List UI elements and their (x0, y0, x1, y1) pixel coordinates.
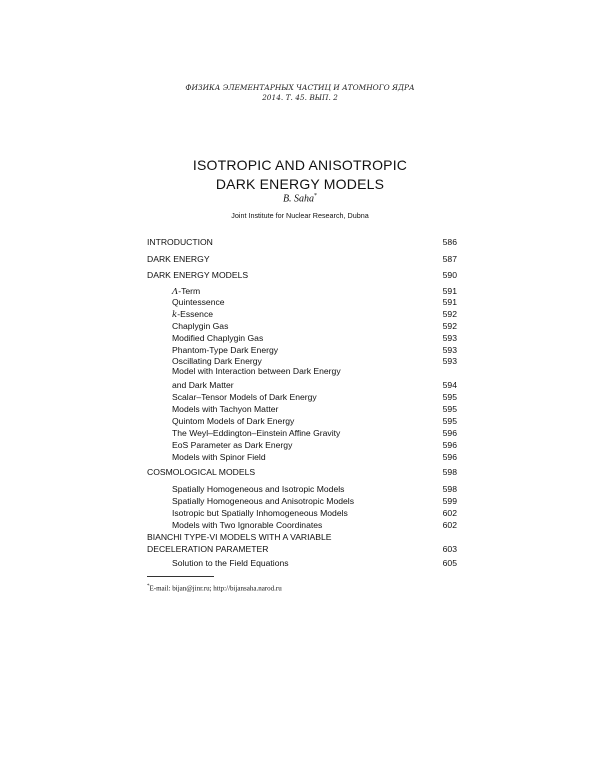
toc-subentry[interactable] (147, 366, 457, 378)
toc-entry-page: 598 (442, 484, 457, 494)
toc-entry-label: -Essence (177, 309, 214, 319)
article-title (0, 156, 600, 194)
toc-entry-label: and Dark Matter (172, 380, 234, 390)
toc-subentry[interactable] (147, 404, 457, 416)
toc-subentry[interactable] (147, 484, 457, 496)
toc-entry-page: 591 (442, 286, 457, 296)
toc-entry-label: Models with Two Ignorable Coordinates (172, 520, 323, 530)
author-footnote-mark: * (314, 193, 318, 199)
toc-entry[interactable] (147, 270, 457, 282)
toc-subentry[interactable] (147, 428, 457, 440)
toc-entry-label: Spatially Homogeneous and Isotropic Models (172, 484, 345, 494)
toc-entry-label: Oscillating Dark Energy (172, 356, 262, 366)
toc-entry-page: 595 (442, 392, 457, 402)
toc-entry-label: Models with Tachyon Matter (172, 404, 279, 414)
toc-entry-page: 595 (442, 416, 457, 426)
toc-entry-page: 593 (442, 356, 457, 366)
toc-entry-label: INTRODUCTION (147, 237, 213, 247)
toc-subentry[interactable] (147, 508, 457, 520)
toc-entry[interactable] (147, 544, 457, 556)
footnote-mark: * (147, 584, 150, 589)
footnote (147, 584, 282, 592)
footnote-rule (147, 576, 214, 577)
toc-entry-page: 605 (442, 558, 457, 568)
toc-entry-label: COSMOLOGICAL MODELS (147, 467, 256, 477)
toc-entry-page: 603 (442, 544, 457, 554)
toc-entry-label: Quintessence (172, 297, 225, 307)
toc-entry-label: Quintom Models of Dark Energy (172, 416, 295, 426)
journal-issue: 2014. Т. 45. ВЫП. 2 (262, 93, 338, 102)
title-line-1: ISOTROPIC AND ANISOTROPIC (192, 157, 408, 173)
toc-entry-label: Phantom-Type Dark Energy (172, 345, 279, 355)
toc-entry-page: 596 (442, 452, 457, 462)
toc-entry-page: 599 (442, 496, 457, 506)
toc-entry-page: 596 (442, 428, 457, 438)
toc-entry-page: 593 (442, 333, 457, 343)
toc-entry[interactable] (147, 532, 457, 544)
toc-subentry[interactable] (147, 333, 457, 345)
toc-entry-label: EoS Parameter as Dark Energy (172, 440, 293, 450)
toc-entry-page: 594 (442, 380, 457, 390)
toc-entry-label: BIANCHI TYPE-VI MODELS WITH A VARIABLE (147, 532, 332, 542)
toc-subentry[interactable] (147, 392, 457, 404)
lambda-symbol: Λ (172, 287, 179, 297)
toc-entry-page: 596 (442, 440, 457, 450)
toc-entry-page: 591 (442, 297, 457, 307)
author-name: B. Saha (282, 193, 315, 205)
toc-entry-label: Chaplygin Gas (172, 321, 229, 331)
title-line-2: DARK ENERGY MODELS (215, 176, 385, 192)
toc-entry[interactable] (147, 467, 457, 479)
toc-entry-label: DECELERATION PARAMETER (147, 544, 269, 554)
toc-entry-label: Modified Chaplygin Gas (172, 333, 264, 343)
toc-entry-page: 586 (442, 237, 457, 247)
toc-entry-label: Isotropic but Spatially Inhomogeneous Models (172, 508, 348, 518)
toc-entry-label: -Term (178, 286, 201, 296)
journal-name: ФИЗИКА ЭЛЕМЕНТАРНЫХ ЧАСТИЦ И АТОМНОГО ЯДРА (185, 83, 415, 92)
toc-subentry[interactable] (147, 452, 457, 464)
toc-entry-page: 595 (442, 404, 457, 414)
toc-entry-page: 593 (442, 345, 457, 355)
toc-entry-label: Model with Interaction between Dark Energy (172, 366, 341, 376)
toc-subentry[interactable] (147, 496, 457, 508)
toc-subentry[interactable] (147, 297, 457, 309)
toc-entry-page: 592 (442, 309, 457, 319)
toc-entry-page: 598 (442, 467, 457, 477)
toc-entry-label: Solution to the Field Equations (172, 558, 289, 568)
toc-subentry[interactable] (147, 520, 457, 532)
journal-header (0, 83, 600, 103)
toc-entry-label: The Weyl–Eddington–Einstein Affine Gravity (172, 428, 341, 438)
toc-subentry[interactable] (147, 321, 457, 333)
author (0, 193, 600, 204)
toc-entry[interactable] (147, 237, 457, 249)
toc-entry-page: 587 (442, 254, 457, 264)
toc-entry-label: DARK ENERGY MODELS (147, 270, 249, 280)
toc-entry-label: Models with Spinor Field (172, 452, 266, 462)
toc-subentry[interactable] (147, 380, 457, 392)
toc-entry-label: Scalar–Tensor Models of Dark Energy (172, 392, 317, 402)
toc-entry-page: 602 (442, 508, 457, 518)
toc-subentry[interactable] (147, 558, 457, 570)
affiliation: Joint Institute for Nuclear Research, Dubna (231, 211, 369, 220)
toc-entry-label: DARK ENERGY (147, 254, 210, 264)
toc-entry[interactable] (147, 254, 457, 266)
k-symbol: k (172, 310, 178, 320)
toc-entry-page: 592 (442, 321, 457, 331)
toc-subentry[interactable] (147, 440, 457, 452)
toc-subentry[interactable] (147, 309, 457, 321)
toc-subentry[interactable] (147, 416, 457, 428)
toc-entry-page: 602 (442, 520, 457, 530)
footnote-text: E-mail: bijan@jinr.ru; http://bijansaha.narod.ru (149, 584, 282, 593)
toc-entry-label: Spatially Homogeneous and Anisotropic Models (172, 496, 355, 506)
toc-entry-page: 590 (442, 270, 457, 280)
